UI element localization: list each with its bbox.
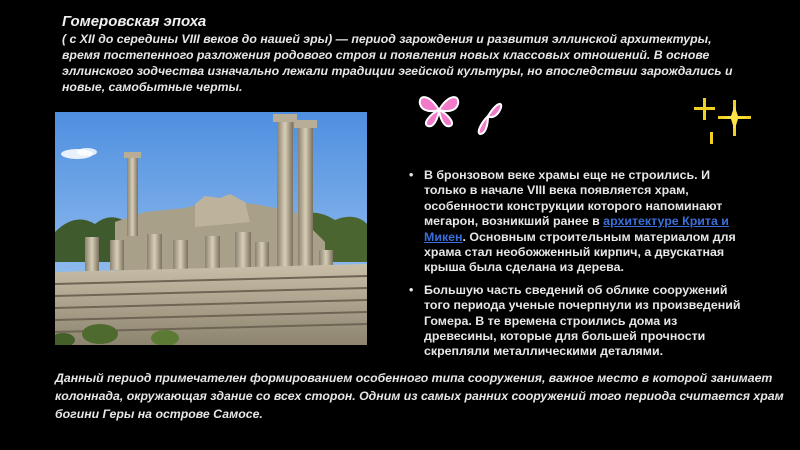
bullet-text: . Основным строительным материалом для храма стал необожженный кирпич, а двускатная крыша была сделана из дерева. — [424, 229, 736, 275]
footer-text: Данный период примечателен формированием особенного типа сооружения, важное место в которой занимает колоннада, окружающая здание со всех сторон. Одним из самых ранних сооружений того периода считается храм богини Геры на острове Самосе. — [55, 371, 784, 421]
sparkle-icon — [694, 94, 754, 146]
slide-header — [62, 12, 752, 95]
bullet-text: Большую часть сведений об облике сооружений того периода ученые почерпнули из произведений Гомера. В те времена строились дома из древесины, которые для большей прочности скрепляли металлическими деталями. — [424, 282, 741, 359]
bullet-item — [408, 283, 753, 360]
bullet-item — [408, 168, 753, 276]
slide-subtitle: ( с XII до середины VIII веков до нашей эры) — период зарождения и развития эллинской архитектуры, время постепенного разложения родового строя и появления новых классовых отношений. В основе эллинского зодчества изначально лежали традиции эгейской культуры, но впоследствии зарождались и новые, самобытные черты. — [62, 32, 733, 94]
butterfly-icon — [416, 92, 462, 128]
temple-ruins-photo — [55, 112, 367, 345]
bullet-list — [408, 168, 753, 367]
slide-title: Гомеровская эпоха — [62, 13, 207, 30]
bullet-text: В бронзовом веке храмы еще не строились. И только в начале VIII века появляется храм, особенности конструкции которого напоминают мегарон, возникший ранее в — [424, 168, 723, 229]
butterfly-icon — [472, 96, 504, 136]
crete-mycenae-link[interactable]: архитектуре Крита и Микен — [424, 214, 729, 244]
